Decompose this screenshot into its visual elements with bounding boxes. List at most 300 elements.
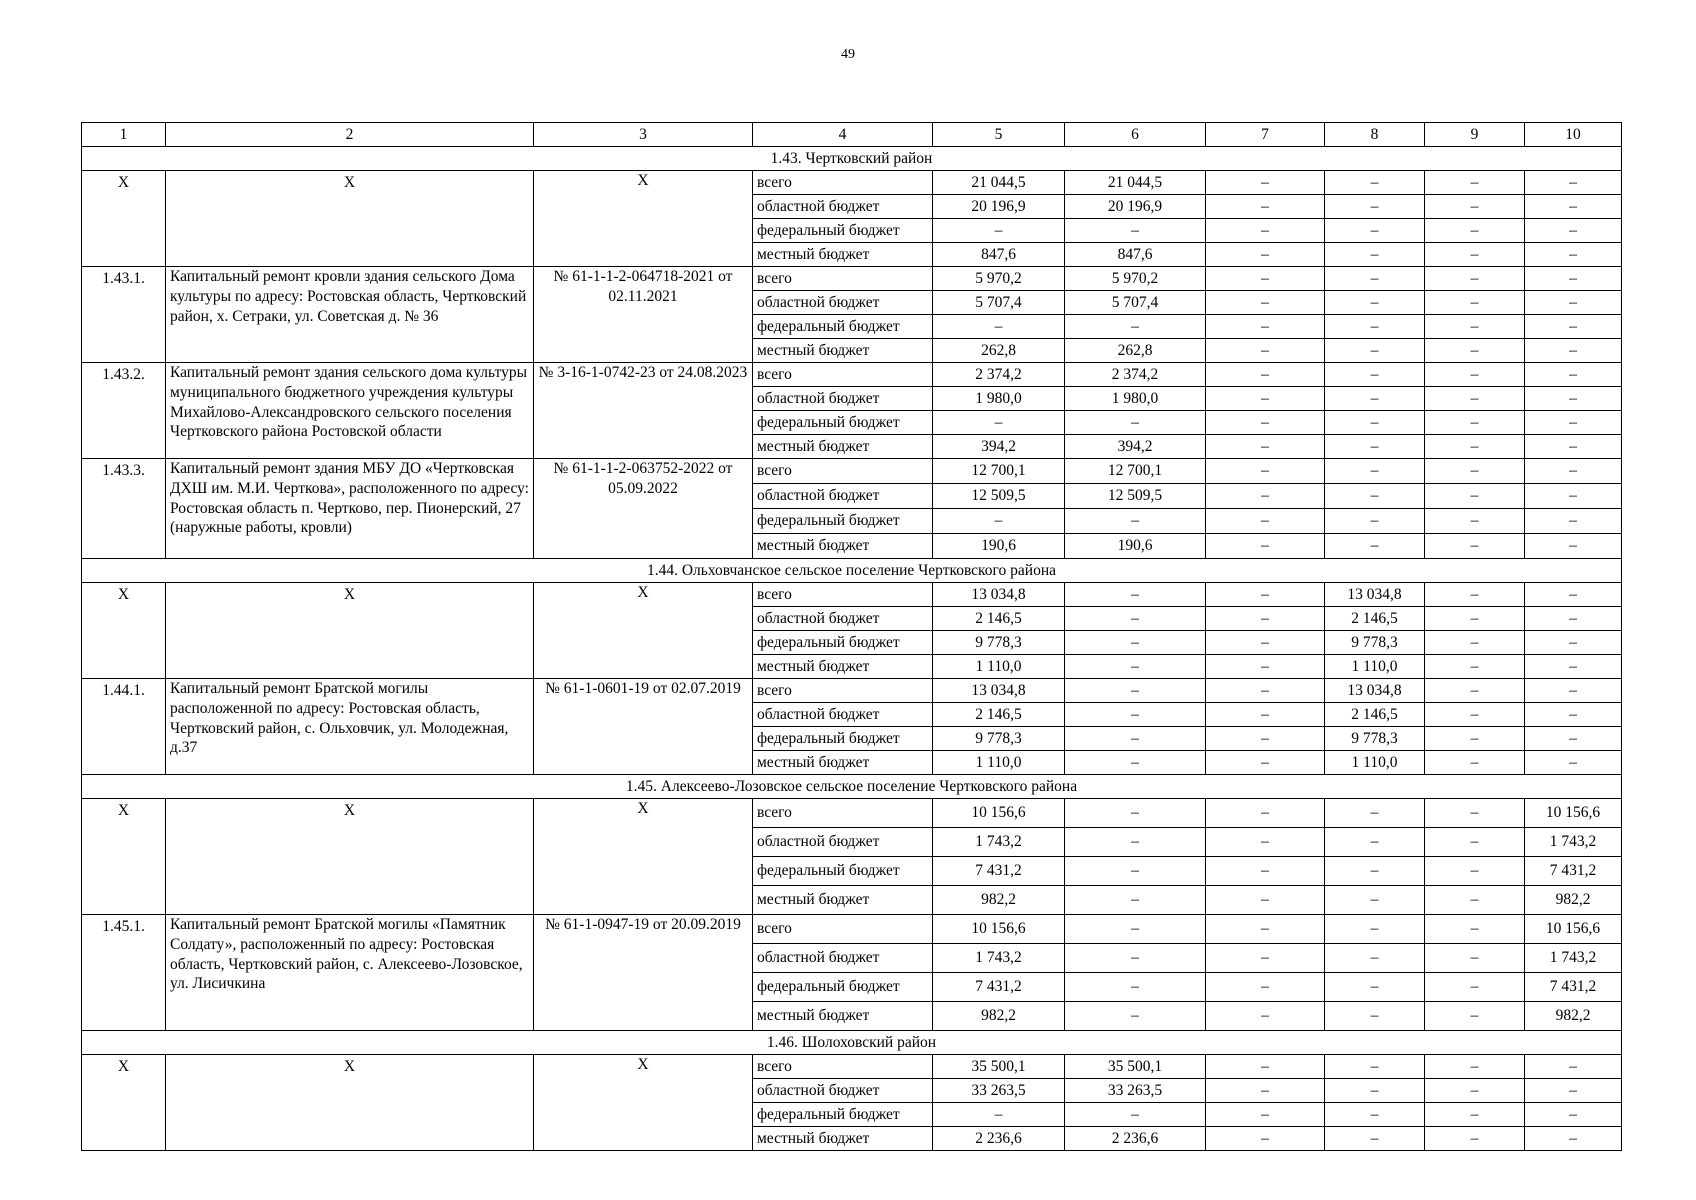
budget-source-cell: областной бюджет: [753, 944, 933, 973]
section-title: 1.45. Алексеево-Лозовское сельское поселение Чертковского района: [82, 775, 1622, 799]
amount-cell: 1 743,2: [1525, 828, 1622, 857]
header-cell: 7: [1206, 123, 1325, 147]
amount-cell: 982,2: [1525, 1002, 1622, 1031]
amount-cell: 9 778,3: [933, 631, 1065, 655]
amount-cell: –: [1206, 828, 1325, 857]
amount-cell: 262,8: [933, 339, 1065, 363]
amount-cell: 2 146,5: [933, 703, 1065, 727]
amount-cell: –: [1065, 727, 1206, 751]
item-document: X: [534, 583, 753, 679]
header-cell: 2: [166, 123, 534, 147]
header-cell: 8: [1325, 123, 1425, 147]
item-name: Капитальный ремонт Братской могилы расположенной по адресу: Ростовская область, Чертковский район, с. Ольховчик, ул. Молодежная, д.37: [166, 679, 534, 775]
amount-cell: –: [1425, 195, 1525, 219]
amount-cell: –: [1065, 828, 1206, 857]
amount-cell: 394,2: [1065, 435, 1206, 459]
budget-source-cell: местный бюджет: [753, 243, 933, 267]
item-document: № 61-1-0947-19 от 20.09.2019: [534, 915, 753, 1031]
table-row: [82, 583, 1622, 607]
budget-source-cell: федеральный бюджет: [753, 631, 933, 655]
amount-cell: –: [1425, 387, 1525, 411]
amount-cell: 2 374,2: [1065, 363, 1206, 387]
amount-cell: –: [1525, 631, 1622, 655]
item-number: X: [82, 583, 166, 679]
item-number: 1.45.1.: [82, 915, 166, 1031]
amount-cell: –: [1325, 195, 1425, 219]
amount-cell: –: [1525, 583, 1622, 607]
item-number: 1.44.1.: [82, 679, 166, 775]
amount-cell: 1 743,2: [1525, 944, 1622, 973]
amount-cell: –: [1065, 1002, 1206, 1031]
page-number: 49: [841, 47, 855, 62]
amount-cell: 2 146,5: [933, 607, 1065, 631]
amount-cell: –: [1065, 219, 1206, 243]
table-row: [82, 363, 1622, 387]
amount-cell: –: [1325, 915, 1425, 944]
table-row: [82, 679, 1622, 703]
amount-cell: 9 778,3: [933, 727, 1065, 751]
budget-source-cell: федеральный бюджет: [753, 219, 933, 243]
amount-cell: –: [1206, 363, 1325, 387]
amount-cell: –: [1325, 1055, 1425, 1079]
amount-cell: –: [1065, 509, 1206, 534]
amount-cell: 21 044,5: [933, 171, 1065, 195]
item-document: № 61-1-1-2-063752-2022 от 05.09.2022: [534, 459, 753, 559]
section-title: 1.44. Ольховчанское сельское поселение Чертковского района: [82, 559, 1622, 583]
amount-cell: –: [1325, 1002, 1425, 1031]
amount-cell: –: [1206, 339, 1325, 363]
budget-source-cell: федеральный бюджет: [753, 509, 933, 534]
amount-cell: –: [1206, 411, 1325, 435]
amount-cell: –: [1065, 631, 1206, 655]
budget-source-cell: всего: [753, 459, 933, 484]
budget-source-cell: федеральный бюджет: [753, 1103, 933, 1127]
amount-cell: –: [1065, 315, 1206, 339]
amount-cell: –: [1425, 171, 1525, 195]
header-cell: 5: [933, 123, 1065, 147]
amount-cell: 1 110,0: [933, 751, 1065, 775]
amount-cell: 9 778,3: [1325, 631, 1425, 655]
item-number: X: [82, 171, 166, 267]
amount-cell: –: [1525, 363, 1622, 387]
item-number: X: [82, 799, 166, 915]
amount-cell: –: [1525, 703, 1622, 727]
amount-cell: –: [1206, 944, 1325, 973]
section-title: 1.46. Шолоховский район: [82, 1031, 1622, 1055]
amount-cell: 5 970,2: [1065, 267, 1206, 291]
section-row: [82, 775, 1622, 799]
amount-cell: –: [1065, 915, 1206, 944]
amount-cell: –: [1425, 857, 1525, 886]
amount-cell: 1 743,2: [933, 828, 1065, 857]
budget-source-cell: местный бюджет: [753, 655, 933, 679]
amount-cell: 262,8: [1065, 339, 1206, 363]
amount-cell: –: [1525, 315, 1622, 339]
amount-cell: –: [1525, 435, 1622, 459]
amount-cell: –: [1525, 459, 1622, 484]
amount-cell: –: [1206, 291, 1325, 315]
amount-cell: 12 509,5: [933, 484, 1065, 509]
amount-cell: –: [1065, 1103, 1206, 1127]
budget-source-cell: федеральный бюджет: [753, 857, 933, 886]
budget-source-cell: областной бюджет: [753, 291, 933, 315]
amount-cell: 1 110,0: [933, 655, 1065, 679]
section-row: [82, 559, 1622, 583]
amount-cell: 1 980,0: [1065, 387, 1206, 411]
amount-cell: –: [1425, 1055, 1525, 1079]
amount-cell: 5 970,2: [933, 267, 1065, 291]
amount-cell: –: [933, 219, 1065, 243]
amount-cell: –: [1525, 727, 1622, 751]
amount-cell: –: [1325, 219, 1425, 243]
amount-cell: –: [1325, 1103, 1425, 1127]
item-number: X: [82, 1055, 166, 1151]
amount-cell: 847,6: [933, 243, 1065, 267]
item-name: X: [166, 583, 534, 679]
amount-cell: –: [1065, 944, 1206, 973]
amount-cell: –: [1206, 1002, 1325, 1031]
amount-cell: –: [1206, 799, 1325, 828]
amount-cell: 7 431,2: [933, 973, 1065, 1002]
amount-cell: –: [1525, 171, 1622, 195]
amount-cell: –: [1425, 751, 1525, 775]
budget-table: [81, 122, 1622, 1151]
amount-cell: –: [1325, 1127, 1425, 1151]
amount-cell: –: [1325, 363, 1425, 387]
amount-cell: –: [1065, 886, 1206, 915]
amount-cell: –: [1325, 484, 1425, 509]
table-row: [82, 267, 1622, 291]
amount-cell: –: [1206, 751, 1325, 775]
amount-cell: 10 156,6: [933, 915, 1065, 944]
budget-source-cell: всего: [753, 915, 933, 944]
item-number: 1.43.2.: [82, 363, 166, 459]
amount-cell: –: [1425, 243, 1525, 267]
amount-cell: –: [1325, 534, 1425, 559]
table-row: [82, 915, 1622, 944]
amount-cell: 5 707,4: [1065, 291, 1206, 315]
header-cell: 6: [1065, 123, 1206, 147]
amount-cell: –: [1206, 509, 1325, 534]
amount-cell: –: [1525, 1079, 1622, 1103]
amount-cell: –: [1525, 339, 1622, 363]
budget-source-cell: местный бюджет: [753, 435, 933, 459]
amount-cell: –: [1206, 534, 1325, 559]
budget-source-cell: областной бюджет: [753, 828, 933, 857]
budget-source-cell: областной бюджет: [753, 703, 933, 727]
amount-cell: –: [933, 315, 1065, 339]
amount-cell: –: [1325, 267, 1425, 291]
amount-cell: –: [1206, 655, 1325, 679]
amount-cell: 1 110,0: [1325, 655, 1425, 679]
amount-cell: –: [1206, 387, 1325, 411]
amount-cell: –: [1425, 291, 1525, 315]
amount-cell: 35 500,1: [1065, 1055, 1206, 1079]
amount-cell: 12 700,1: [933, 459, 1065, 484]
budget-source-cell: местный бюджет: [753, 339, 933, 363]
amount-cell: –: [1425, 435, 1525, 459]
section-row: [82, 147, 1622, 171]
amount-cell: –: [1525, 679, 1622, 703]
amount-cell: –: [1065, 751, 1206, 775]
amount-cell: 190,6: [933, 534, 1065, 559]
amount-cell: –: [1425, 315, 1525, 339]
section-row: [82, 1031, 1622, 1055]
header-cell: 1: [82, 123, 166, 147]
amount-cell: 10 156,6: [1525, 799, 1622, 828]
amount-cell: –: [1206, 267, 1325, 291]
amount-cell: –: [1325, 857, 1425, 886]
item-document: X: [534, 799, 753, 915]
table-row: [82, 459, 1622, 484]
amount-cell: –: [1206, 484, 1325, 509]
amount-cell: –: [1325, 411, 1425, 435]
amount-cell: –: [1206, 219, 1325, 243]
item-name: X: [166, 171, 534, 267]
amount-cell: –: [1425, 973, 1525, 1002]
budget-source-cell: всего: [753, 679, 933, 703]
budget-source-cell: федеральный бюджет: [753, 315, 933, 339]
amount-cell: 13 034,8: [933, 583, 1065, 607]
item-document: № 61-1-1-2-064718-2021 от 02.11.2021: [534, 267, 753, 363]
amount-cell: –: [1206, 703, 1325, 727]
amount-cell: 5 707,4: [933, 291, 1065, 315]
amount-cell: –: [1525, 219, 1622, 243]
amount-cell: 982,2: [1525, 886, 1622, 915]
amount-cell: –: [1425, 703, 1525, 727]
amount-cell: –: [1425, 607, 1525, 631]
amount-cell: –: [1325, 944, 1425, 973]
amount-cell: 1 980,0: [933, 387, 1065, 411]
amount-cell: –: [1065, 973, 1206, 1002]
amount-cell: –: [1525, 411, 1622, 435]
amount-cell: –: [1425, 583, 1525, 607]
amount-cell: 190,6: [1065, 534, 1206, 559]
budget-source-cell: федеральный бюджет: [753, 973, 933, 1002]
amount-cell: –: [1525, 1055, 1622, 1079]
amount-cell: –: [933, 509, 1065, 534]
budget-source-cell: всего: [753, 583, 933, 607]
amount-cell: 13 034,8: [1325, 583, 1425, 607]
amount-cell: –: [1425, 886, 1525, 915]
amount-cell: –: [1525, 751, 1622, 775]
amount-cell: –: [1425, 509, 1525, 534]
item-number: 1.43.1.: [82, 267, 166, 363]
amount-cell: –: [1206, 1079, 1325, 1103]
amount-cell: –: [1425, 339, 1525, 363]
amount-cell: –: [1325, 886, 1425, 915]
amount-cell: –: [1065, 411, 1206, 435]
amount-cell: 2 146,5: [1325, 703, 1425, 727]
budget-source-cell: областной бюджет: [753, 1079, 933, 1103]
amount-cell: –: [1525, 1103, 1622, 1127]
budget-source-cell: федеральный бюджет: [753, 411, 933, 435]
amount-cell: –: [1206, 435, 1325, 459]
item-name: Капитальный ремонт здания сельского дома культуры муниципального бюджетного учреждения культуры Михайлово-Александровского сельского поселения Чертковского района Ростовской области: [166, 363, 534, 459]
amount-cell: –: [1065, 607, 1206, 631]
amount-cell: –: [1206, 243, 1325, 267]
budget-source-cell: всего: [753, 267, 933, 291]
amount-cell: –: [1325, 435, 1425, 459]
amount-cell: 7 431,2: [1525, 857, 1622, 886]
amount-cell: –: [1425, 1079, 1525, 1103]
amount-cell: –: [1525, 291, 1622, 315]
budget-source-cell: местный бюджет: [753, 1127, 933, 1151]
amount-cell: –: [933, 1103, 1065, 1127]
amount-cell: 394,2: [933, 435, 1065, 459]
amount-cell: –: [1325, 973, 1425, 1002]
amount-cell: –: [1425, 828, 1525, 857]
amount-cell: 2 236,6: [933, 1127, 1065, 1151]
amount-cell: 1 743,2: [933, 944, 1065, 973]
amount-cell: –: [1206, 886, 1325, 915]
amount-cell: –: [1206, 1103, 1325, 1127]
amount-cell: 9 778,3: [1325, 727, 1425, 751]
budget-source-cell: местный бюджет: [753, 534, 933, 559]
amount-cell: –: [1525, 1127, 1622, 1151]
amount-cell: –: [1065, 655, 1206, 679]
amount-cell: 982,2: [933, 1002, 1065, 1031]
amount-cell: –: [1325, 1079, 1425, 1103]
amount-cell: –: [1525, 243, 1622, 267]
amount-cell: 33 263,5: [1065, 1079, 1206, 1103]
amount-cell: –: [1325, 315, 1425, 339]
header-cell: 3: [534, 123, 753, 147]
amount-cell: 35 500,1: [933, 1055, 1065, 1079]
budget-source-cell: местный бюджет: [753, 1002, 933, 1031]
amount-cell: –: [1425, 655, 1525, 679]
budget-source-cell: областной бюджет: [753, 607, 933, 631]
amount-cell: –: [1425, 411, 1525, 435]
item-number: 1.43.3.: [82, 459, 166, 559]
amount-cell: 20 196,9: [1065, 195, 1206, 219]
amount-cell: –: [1206, 1055, 1325, 1079]
item-name: Капитальный ремонт здания МБУ ДО «Чертковская ДХШ им. М.И. Черткова», расположенного по адресу: Ростовская область п. Чертково, пер. Пионерский, 27 (наружные работы, кровли): [166, 459, 534, 559]
amount-cell: –: [1425, 1127, 1525, 1151]
budget-source-cell: всего: [753, 363, 933, 387]
amount-cell: –: [1206, 727, 1325, 751]
amount-cell: –: [1206, 195, 1325, 219]
item-document: X: [534, 1055, 753, 1151]
item-document: № 3-16-1-0742-23 от 24.08.2023: [534, 363, 753, 459]
amount-cell: 1 110,0: [1325, 751, 1425, 775]
budget-source-cell: местный бюджет: [753, 751, 933, 775]
amount-cell: 2 374,2: [933, 363, 1065, 387]
amount-cell: –: [1525, 534, 1622, 559]
amount-cell: –: [1325, 509, 1425, 534]
item-name: X: [166, 1055, 534, 1151]
amount-cell: 7 431,2: [1525, 973, 1622, 1002]
amount-cell: –: [1525, 484, 1622, 509]
amount-cell: 13 034,8: [1325, 679, 1425, 703]
amount-cell: 12 700,1: [1065, 459, 1206, 484]
amount-cell: –: [1206, 679, 1325, 703]
amount-cell: 21 044,5: [1065, 171, 1206, 195]
amount-cell: 13 034,8: [933, 679, 1065, 703]
item-document: X: [534, 171, 753, 267]
budget-source-cell: федеральный бюджет: [753, 727, 933, 751]
item-name: Капитальный ремонт Братской могилы «Памятник Солдату», расположенный по адресу: Ростовская область, Чертковский район, с. Алексеево-Лозовское, ул. Лисичкина: [166, 915, 534, 1031]
amount-cell: –: [1525, 195, 1622, 219]
header-cell: 4: [753, 123, 933, 147]
amount-cell: –: [1325, 291, 1425, 315]
amount-cell: –: [1425, 219, 1525, 243]
amount-cell: –: [1206, 607, 1325, 631]
amount-cell: –: [1325, 243, 1425, 267]
amount-cell: 982,2: [933, 886, 1065, 915]
table-row: [82, 1055, 1622, 1079]
amount-cell: –: [1206, 459, 1325, 484]
amount-cell: –: [1425, 363, 1525, 387]
header-cell: 9: [1425, 123, 1525, 147]
budget-source-cell: местный бюджет: [753, 886, 933, 915]
amount-cell: –: [1425, 727, 1525, 751]
budget-source-cell: областной бюджет: [753, 195, 933, 219]
amount-cell: –: [1425, 534, 1525, 559]
amount-cell: 2 146,5: [1325, 607, 1425, 631]
amount-cell: –: [1206, 857, 1325, 886]
amount-cell: –: [1425, 1002, 1525, 1031]
amount-cell: 33 263,5: [933, 1079, 1065, 1103]
budget-source-cell: всего: [753, 799, 933, 828]
amount-cell: –: [1525, 655, 1622, 679]
amount-cell: –: [1206, 973, 1325, 1002]
item-document: № 61-1-0601-19 от 02.07.2019: [534, 679, 753, 775]
amount-cell: –: [1065, 679, 1206, 703]
item-name: X: [166, 799, 534, 915]
amount-cell: –: [1325, 387, 1425, 411]
amount-cell: 20 196,9: [933, 195, 1065, 219]
budget-source-cell: областной бюджет: [753, 484, 933, 509]
amount-cell: –: [933, 411, 1065, 435]
amount-cell: –: [1206, 1127, 1325, 1151]
amount-cell: –: [1065, 857, 1206, 886]
amount-cell: –: [1206, 915, 1325, 944]
amount-cell: –: [1525, 267, 1622, 291]
budget-source-cell: всего: [753, 171, 933, 195]
item-name: Капитальный ремонт кровли здания сельского Дома культуры по адресу: Ростовская область, Чертковский район, х. Сетраки, ул. Советская д. № 36: [166, 267, 534, 363]
section-title: 1.43. Чертковский район: [82, 147, 1622, 171]
table-row: [82, 171, 1622, 195]
budget-source-cell: областной бюджет: [753, 387, 933, 411]
amount-cell: –: [1425, 631, 1525, 655]
amount-cell: –: [1425, 679, 1525, 703]
amount-cell: –: [1425, 267, 1525, 291]
amount-cell: 7 431,2: [933, 857, 1065, 886]
budget-source-cell: всего: [753, 1055, 933, 1079]
amount-cell: –: [1525, 607, 1622, 631]
amount-cell: –: [1206, 315, 1325, 339]
amount-cell: –: [1325, 459, 1425, 484]
amount-cell: –: [1065, 583, 1206, 607]
amount-cell: 10 156,6: [1525, 915, 1622, 944]
amount-cell: –: [1425, 459, 1525, 484]
amount-cell: –: [1425, 944, 1525, 973]
amount-cell: –: [1325, 828, 1425, 857]
amount-cell: –: [1425, 915, 1525, 944]
amount-cell: 847,6: [1065, 243, 1206, 267]
amount-cell: –: [1525, 509, 1622, 534]
header-cell: 10: [1525, 123, 1622, 147]
table-row: [82, 799, 1622, 828]
amount-cell: –: [1325, 799, 1425, 828]
amount-cell: –: [1425, 799, 1525, 828]
amount-cell: –: [1206, 631, 1325, 655]
amount-cell: –: [1065, 799, 1206, 828]
amount-cell: 12 509,5: [1065, 484, 1206, 509]
amount-cell: –: [1525, 387, 1622, 411]
amount-cell: –: [1425, 1103, 1525, 1127]
